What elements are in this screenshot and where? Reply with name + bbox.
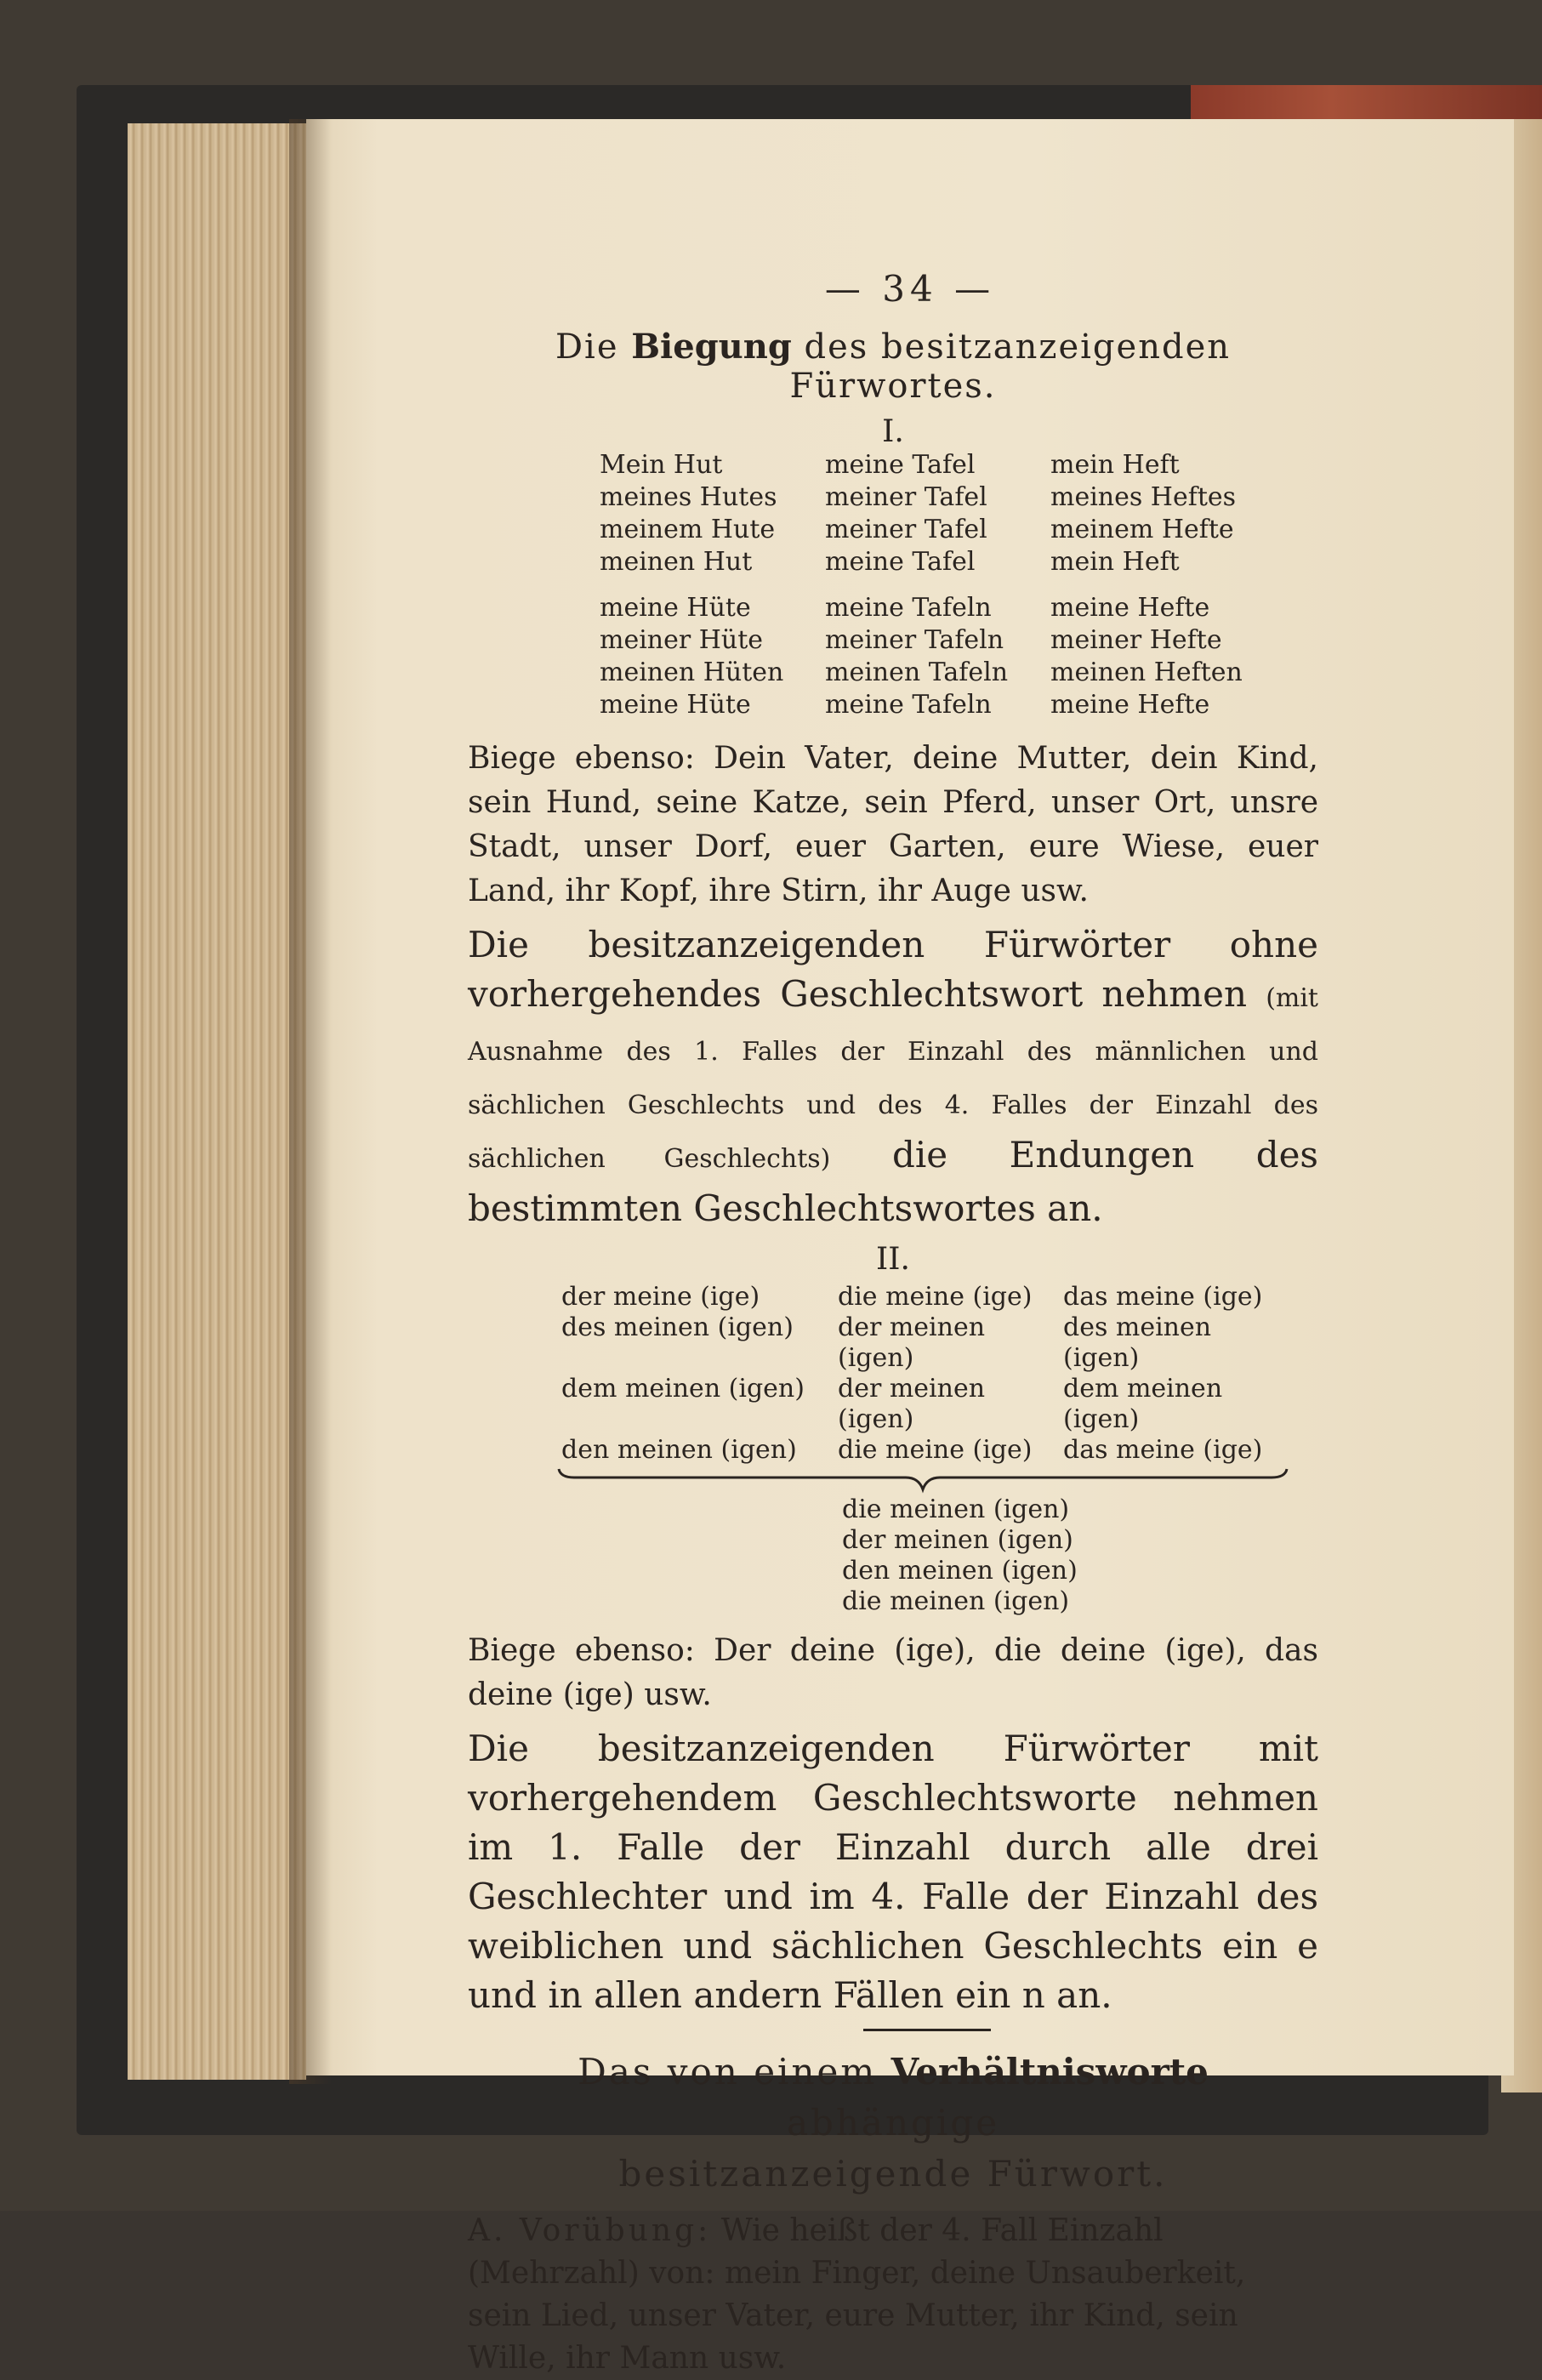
book-page [306, 119, 1514, 2376]
section-number-2: II. [876, 1242, 910, 1277]
table-cell: meine Hüte [600, 593, 751, 623]
table-cell: mein Heft [1050, 547, 1180, 577]
table-cell: meinem Hefte [1050, 515, 1234, 544]
curly-brace [557, 1466, 1289, 1491]
table-cell: meinen Tafeln [825, 658, 1009, 687]
table-cell: die meine (ige) [838, 1282, 1033, 1312]
table-cell: meiner Tafel [825, 515, 987, 544]
spine-shadow [289, 119, 332, 2084]
separator-line [863, 2029, 991, 2031]
list-item: die meinen (igen) [842, 1495, 1070, 1524]
table-cell: meinem Hute [600, 515, 776, 544]
rule-paragraph-2: Die besitzanzeigenden Fürwörter mit vorhergehendem Geschlechtsworte nehmen im 1. Falle der Einzahl durch alle drei Geschlechter und im 4. Falle der Einzahl des weiblichen und sächlichen Geschlechts ein e und in allen andern Fällen ein n an. [468, 1728, 1318, 2016]
table-cell: meinen Heften [1050, 658, 1243, 687]
table-cell: meiner Tafeln [825, 625, 1004, 655]
table-cell: meine Tafel [825, 547, 976, 577]
table-cell: meinen Hut [600, 547, 753, 577]
table-cell: meine Tafeln [825, 690, 992, 720]
table-cell: dem meinen (igen) [561, 1374, 805, 1404]
table-cell: meine Hefte [1050, 690, 1210, 720]
table-cell: Mein Hut [600, 450, 723, 480]
section-title: Die Biegung des besitzanzeigenden Fürwortes. [555, 327, 1232, 406]
declension-table-1 [600, 449, 1318, 721]
table-cell: der meinen (igen) [838, 1312, 986, 1373]
table-cell: der meine (ige) [561, 1282, 760, 1312]
table-cell: der meinen (igen) [838, 1374, 986, 1434]
table-cell: mein Heft [1050, 450, 1180, 480]
table-cell: den meinen (igen) [561, 1435, 797, 1465]
biege-paragraph-1: Biege ebenso: Dein Vater, deine Mutter, dein Kind, sein Hund, seine Katze, sein Pferd, unser Ort, unsre Stadt, unser Dorf, euer Garten, eure Wiese, euer Land, ihr Kopf, ihre Stirn, ihr Auge usw. [468, 741, 1318, 908]
list-item: der meinen (igen) [842, 1525, 1073, 1555]
table-cell: das meine (ige) [1063, 1282, 1263, 1312]
table-cell: des meinen (igen) [1063, 1312, 1212, 1373]
table-cell: meine Hefte [1050, 593, 1210, 623]
page-content [468, 268, 1318, 2380]
table-cell: die meine (ige) [838, 1435, 1033, 1465]
table-cell: das meine (ige) [1063, 1435, 1263, 1465]
table-cell: meinen Hüten [600, 658, 784, 687]
table-cell: meine Tafeln [825, 593, 992, 623]
table-cell: meines Heftes [1050, 482, 1237, 512]
table-cell: meine Hüte [600, 690, 751, 720]
rule-paragraph-1: Die besitzanzeigenden Fürwörter ohne vorhergehendes Geschlechtswort nehmen (mit Ausnahme des 1. Falles der Einzahl des männlichen und sächlichen Geschlechts und des 4. Falles der Einzahl des sächlichen Geschlechts) die Endungen des bestimmten Geschlechtswortes an. [468, 924, 1318, 1229]
biege-paragraph-2: Biege ebenso: Der deine (ige), die deine (ige), das deine (ige) usw. [468, 1633, 1318, 1712]
exercise-text: Wie heißt der 4. Fall Einzahl (Mehrzahl) von: mein Finger, deine Unsauberkeit, sein Lied, unser Vater, eure Mutter, ihr Kind, sein Wille, ihr Mann usw. [468, 2213, 1246, 2376]
list-item: den meinen (igen) [842, 1556, 1078, 1586]
table-cell: dem meinen (igen) [1063, 1374, 1223, 1434]
section-number-1: I. [882, 414, 904, 449]
table-cell: meiner Tafel [825, 482, 987, 512]
page-number: — 34 — [824, 268, 996, 310]
table-cell: meine Tafel [825, 450, 976, 480]
table-cell: meiner Hefte [1050, 625, 1222, 655]
table-cell: meines Hutes [600, 482, 777, 512]
plural-column [842, 1495, 1318, 1617]
subsection-heading: Das von einem Verhältnisworte abhängige besitzanzeigende Fürwort. [578, 2051, 1209, 2195]
exercise-label: A. Vorübung: [468, 2213, 712, 2248]
table-cell: meiner Hüte [600, 625, 764, 655]
list-item: die meinen (igen) [842, 1586, 1070, 1616]
declension-table-2 [561, 1282, 1318, 1466]
red-page-edge [1191, 85, 1542, 119]
table-cell: des meinen (igen) [561, 1312, 794, 1342]
page-stack-edges [128, 123, 306, 2080]
exercise-paragraph [468, 2210, 1318, 2380]
